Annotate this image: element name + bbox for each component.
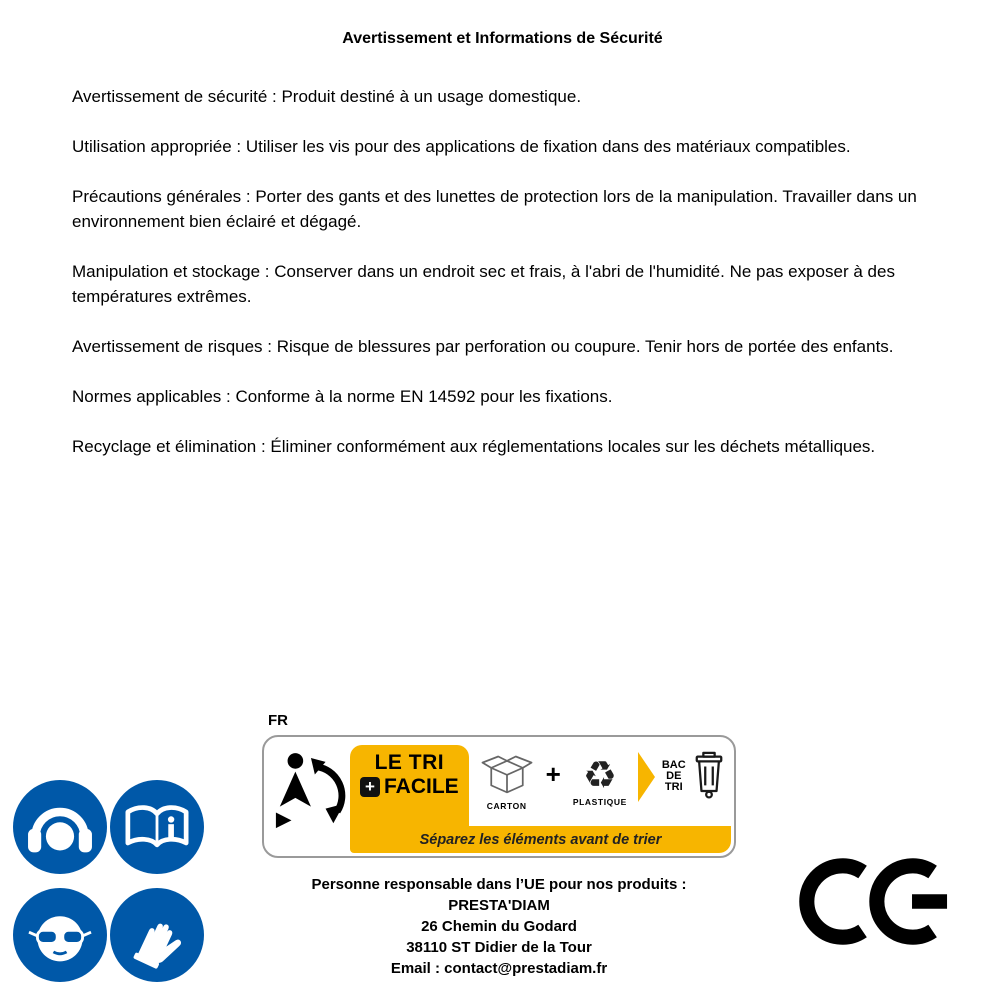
paragraph-handling-storage: Manipulation et stockage : Conserver dans un endroit sec et frais, à l'abri de l'humidité. Ne pas exposer à des températures extrêmes. [72, 262, 895, 306]
plus-badge-icon: + [360, 777, 380, 797]
plus-separator: + [545, 759, 561, 789]
arrow-right-icon [638, 752, 655, 802]
company-name: PRESTA'DIAM [448, 897, 550, 914]
fr-label: FR [268, 712, 288, 729]
responsible-intro: Personne responsable dans l’UE pour nos produits : [311, 876, 687, 893]
ear-protection-icon [13, 780, 107, 874]
contact-email: Email : contact@prestadiam.fr [390, 960, 608, 977]
facile-text: FACILE [384, 775, 459, 798]
sorting-tagline: Séparez les éléments avant de trier [350, 826, 731, 853]
responsible-person-block [262, 874, 736, 979]
plastique-label: PLASTIQUE [572, 797, 627, 807]
address-city: 38110 ST Didier de la Tour [406, 939, 592, 956]
paragraph-recycling: Recyclage et élimination : Éliminer conformément aux réglementations locales sur les déchets métalliques. [72, 437, 876, 456]
plastique-material [569, 756, 631, 807]
gloves-icon [110, 888, 204, 982]
banner-main [350, 737, 731, 853]
recycle-triangle-icon: ♻ [582, 755, 617, 797]
bac-de-tri-label: BAC DE TRI [661, 759, 686, 793]
banner-icons-row [350, 737, 731, 826]
carton-material [476, 753, 538, 811]
paragraph-general-precautions: Précautions générales : Porter des gants et des lunettes de protection lors de la manipulation. Travailler dans un environnement bien éclairé et dégagé. [72, 187, 917, 231]
tri-facile-banner [262, 735, 736, 858]
triman-icon [272, 751, 346, 844]
page-title: Avertissement et Informations de Sécurité [342, 30, 663, 47]
paragraph-applicable-standards: Normes applicables : Conforme à la norme EN 14592 pour les fixations. [72, 387, 613, 406]
le-tri-facile-badge [350, 745, 469, 826]
safety-paragraphs [72, 84, 972, 484]
eye-protection-icon [13, 888, 107, 982]
address-street: 26 Chemin du Godard [421, 918, 577, 935]
paragraph-risk-warning: Avertissement de risques : Risque de blessures par perforation ou coupure. Tenir hors de portée des enfants. [72, 337, 894, 356]
le-tri-text: LE TRI [374, 751, 445, 774]
carton-box-icon [478, 753, 536, 800]
paragraph-safety-warning: Avertissement de sécurité : Produit destiné à un usage domestique. [72, 87, 582, 106]
recycling-bin-icon [693, 751, 725, 804]
mandatory-safety-icons [13, 780, 204, 982]
read-manual-icon [110, 780, 204, 874]
paragraph-appropriate-use: Utilisation appropriée : Utiliser les vis pour des applications de fixation dans des matériaux compatibles. [72, 137, 851, 156]
ce-mark-icon [798, 850, 956, 958]
carton-label: CARTON [486, 800, 527, 811]
